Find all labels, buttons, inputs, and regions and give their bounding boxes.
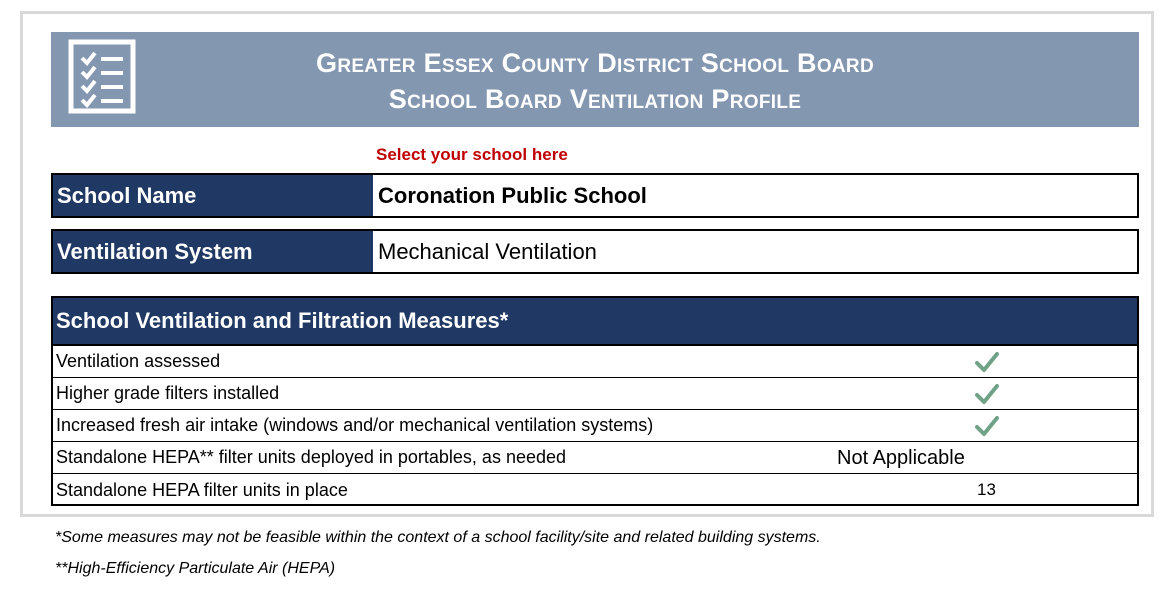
- school-name-row: [51, 173, 1139, 218]
- profile-title: School Board Ventilation Profile: [388, 84, 802, 114]
- measures-heading: School Ventilation and Filtration Measures*: [53, 298, 1137, 346]
- measure-label: Standalone HEPA** filter units deployed in portables, as needed: [56, 447, 567, 467]
- footnote-feasibility: *Some measures may not be feasible within the context of a school facility/site and related building systems.: [55, 529, 821, 546]
- measure-label: Higher grade filters installed: [56, 383, 280, 403]
- school-name-select[interactable]: Coronation Public School: [378, 182, 647, 208]
- ventilation-system-value: Mechanical Ventilation: [378, 238, 597, 264]
- board-title: Greater Essex County District School Board: [316, 48, 874, 78]
- table-row: [53, 474, 1137, 506]
- measure-label: Increased fresh air intake (windows and/or mechanical ventilation systems): [56, 415, 654, 435]
- ventilation-system-label: Ventilation System: [53, 231, 373, 272]
- school-name-label: School Name: [53, 175, 373, 216]
- table-row: [53, 410, 1137, 442]
- table-row: [53, 378, 1137, 410]
- checkmark-icon: [975, 415, 999, 437]
- footnote-hepa: **High-Efficiency Particulate Air (HEPA): [55, 560, 336, 577]
- ventilation-system-row: [51, 229, 1139, 274]
- table-row: [53, 346, 1137, 378]
- measure-label: Standalone HEPA filter units in place: [56, 479, 348, 500]
- hepa-unit-count: 13: [977, 480, 996, 499]
- select-school-hint: Select your school here: [376, 145, 568, 164]
- checkmark-icon: [975, 383, 999, 405]
- measure-label: Ventilation assessed: [56, 351, 221, 371]
- measure-status: Not Applicable: [837, 447, 965, 469]
- table-row: [53, 442, 1137, 474]
- measures-table: [51, 296, 1139, 506]
- checkmark-icon: [975, 351, 999, 373]
